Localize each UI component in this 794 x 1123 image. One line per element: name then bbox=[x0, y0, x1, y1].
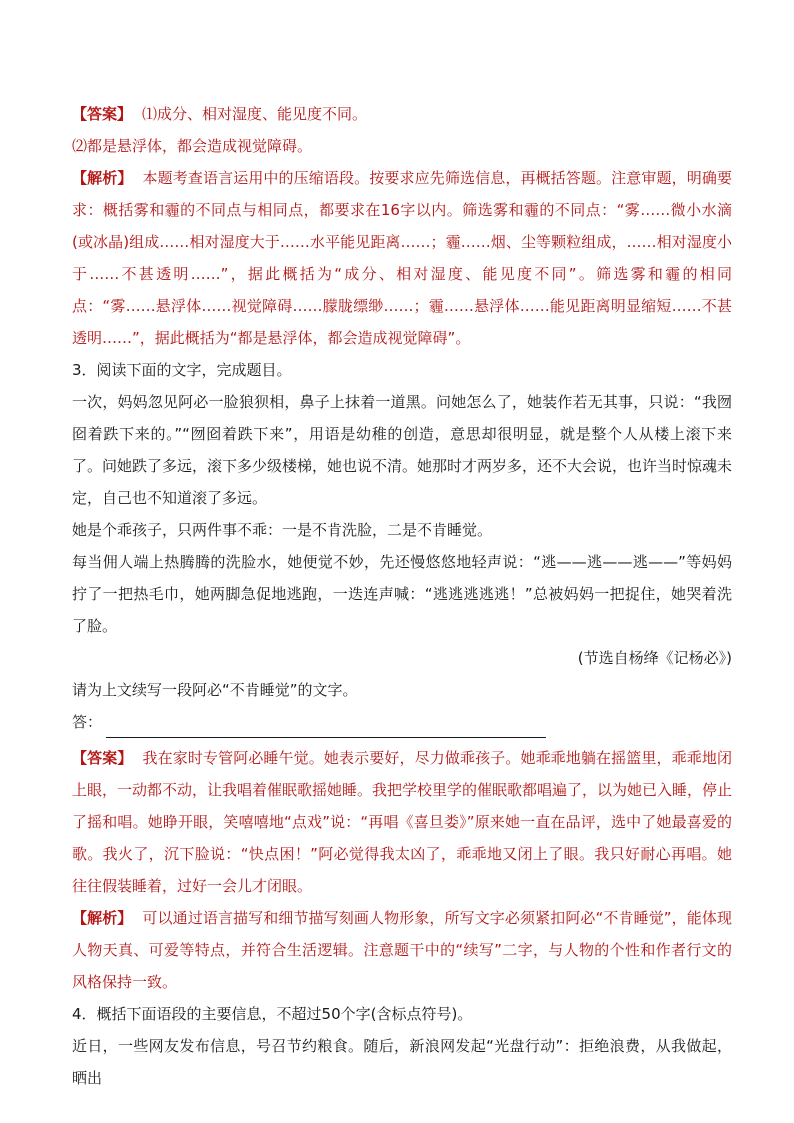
question-3-prompt: 请为上文续写一段阿必“不肯睡觉”的文字。 bbox=[72, 681, 358, 699]
answer-line-1: ⑴成分、相对湿度、能见度不同。 bbox=[142, 105, 368, 123]
analysis-tag: 【解析】 bbox=[72, 169, 133, 187]
question-3-source: (节选自杨绛《记杨必》) bbox=[577, 649, 732, 667]
question-3-title: 3．阅读下面的文字，完成题目。 bbox=[72, 361, 292, 379]
answer-block-3 bbox=[72, 742, 732, 902]
question-3-answer-line bbox=[72, 706, 732, 738]
question-3-passage-3: 每当佣人端上热腾腾的洗脸水，她便觉不妙，先还慢悠悠地轻声说：“逃——逃——逃——”等妈妈拧了一把热毛巾，她两脚急促地逃跑，一迭连声喊：“逃逃逃逃逃！”总被妈妈一把捉住，她哭着洗了脸。 bbox=[72, 553, 732, 635]
document-content bbox=[72, 98, 732, 1094]
answer-blank[interactable] bbox=[106, 715, 546, 738]
answer-label: 答： bbox=[72, 713, 103, 731]
analysis-block-2 bbox=[72, 162, 732, 354]
question-4-passage: 近日，一些网友发布信息，号召节约粮食。随后，新浪网发起“光盘行动”：拒绝浪费，从我做起，晒出 bbox=[72, 1037, 732, 1087]
analysis-text: 本题考查语言运用中的压缩语段。按要求应先筛选信息，再概括答题。注意审题，明确要求：概括雾和霾的不同点与相同点，都要求在16字以内。筛选雾和霾的不同点：“雾……微小水滴(或冰晶)组成……相对湿度大于……水平能见距离……；霾……烟、尘等颗粒组成，……相对湿度小于……不甚透明……”，据此概括为“成分、相对湿度、能见度不同”。筛选雾和霾的相同点：“雾……悬浮体……视觉障碍……朦胧缥缈……；霾……悬浮体……能见距离明显缩短……不甚透明……”，据此概括为“都是悬浮体，都会造成视觉障碍”。 bbox=[72, 169, 732, 347]
answer-tag: 【答案】 bbox=[72, 105, 133, 123]
analysis-block-3 bbox=[72, 902, 732, 998]
analysis-text: 可以通过语言描写和细节描写刻画人物形象，所写文字必须紧扣阿必“不肯睡觉”，能体现人物天真、可爱等特点，并符合生活逻辑。注意题干中的“续写”二字，与人物的个性和作者行文的风格保持一致。 bbox=[72, 909, 732, 991]
question-4-title: 4．概括下面语段的主要信息，不超过50个字(含标点符号)。 bbox=[72, 1005, 473, 1023]
answer-text: 我在家时专管阿必睡午觉。她表示要好，尽力做乖孩子。她乖乖地躺在摇篮里，乖乖地闭上眼，一动都不动，让我唱着催眠歌摇她睡。我把学校里学的催眠歌都唱遍了，以为她已入睡，停止了摇和唱。她睁开眼，笑嘻嘻地“点戏”说：“再唱《喜旦娄》”原来她一直在品评，选中了她最喜爱的歌。我火了，沉下脸说：“快点困！”阿必觉得我太凶了，乖乖地又闭上了眼。我只好耐心再唱。她往往假装睡着，过好一会儿才闭眼。 bbox=[72, 749, 733, 895]
analysis-tag: 【解析】 bbox=[72, 909, 133, 927]
question-3-passage-1: 一次，妈妈忽见阿必一脸狼狈相，鼻子上抹着一道黑。问她怎么了，她装作若无其事，只说：“我囫囵着跌下来的。”“囫囵着跌下来”，用语是幼稚的创造，意思却很明显，就是整个人从楼上滚下来了。问她跌了多远，滚下多少级楼梯，她也说不清。她那时才两岁多，还不大会说，也许当时惊魂未定，自己也不知道滚了多远。 bbox=[72, 393, 733, 507]
answer-tag: 【答案】 bbox=[72, 749, 133, 767]
question-3-passage-2: 她是个乖孩子，只两件事不乖：一是不肯洗脸，二是不肯睡觉。 bbox=[72, 521, 493, 539]
answer-line-2: ⑵都是悬浮体，都会造成视觉障碍。 bbox=[72, 137, 313, 155]
answer-block-2 bbox=[72, 98, 732, 130]
